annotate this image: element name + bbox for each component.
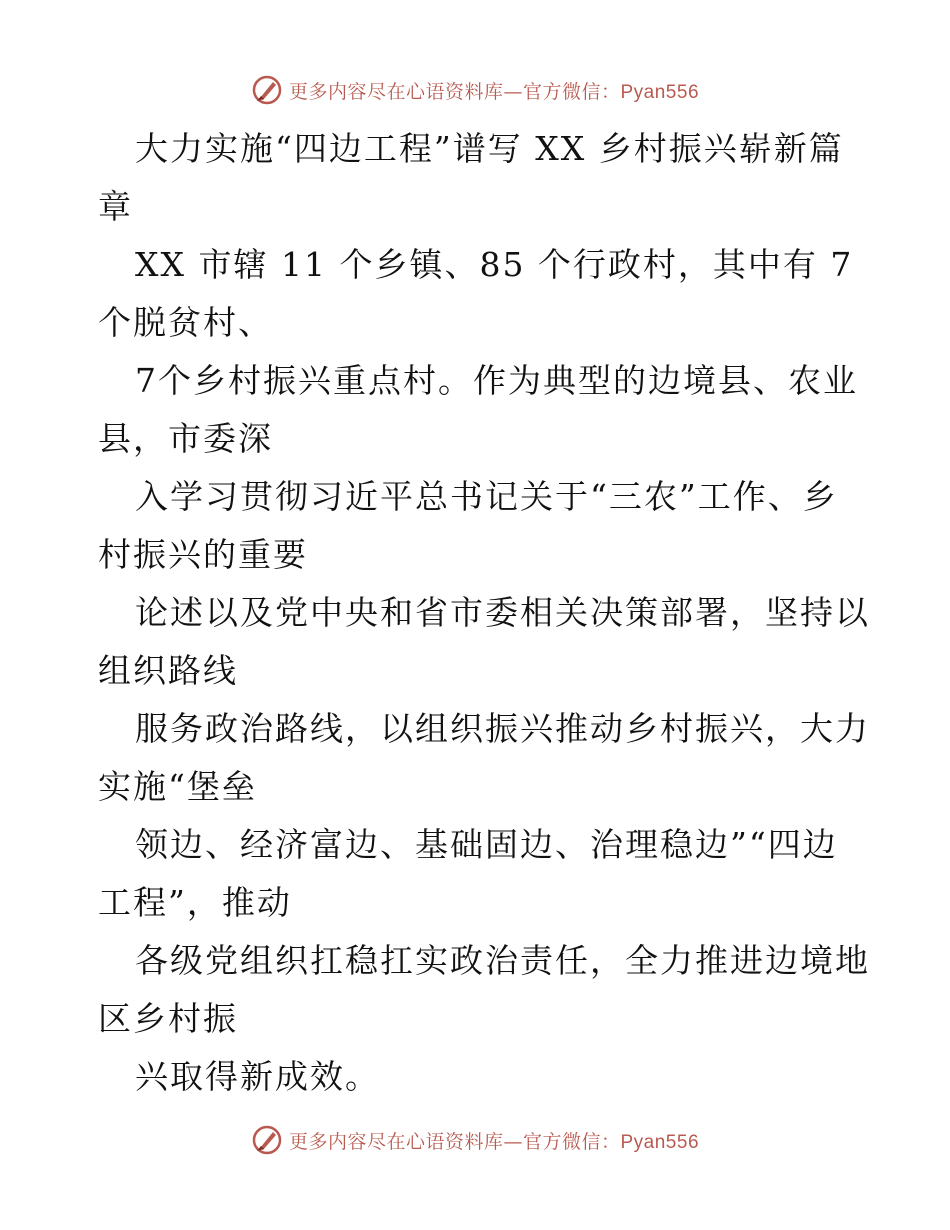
pen-logo-icon bbox=[251, 1124, 283, 1156]
paragraph-line: 服务政治路线，以组织振兴推动乡村振兴，大力 bbox=[135, 709, 870, 748]
title-line: 章 bbox=[98, 187, 133, 226]
watermark-text: 更多内容尽在心语资料库—官方微信：Pyan556 bbox=[288, 1130, 700, 1153]
paragraph-line: 入学习贯彻习近平总书记关于“三农”工作、乡 bbox=[135, 477, 838, 516]
pen-logo-icon bbox=[251, 74, 283, 106]
paragraph-line: 县，市委深 bbox=[98, 419, 273, 458]
paragraph-line: 7个乡村振兴重点村。作为典型的边境县、农业 bbox=[135, 361, 858, 400]
paragraph-line: XX 市辖 11 个乡镇、85 个行政村，其中有 7 bbox=[135, 245, 854, 284]
document-body bbox=[98, 120, 870, 1106]
paragraph-line: 村振兴的重要 bbox=[98, 535, 308, 574]
footer-watermark-banner bbox=[0, 1120, 950, 1160]
paragraph-line: 个脱贫村、 bbox=[98, 303, 273, 342]
paragraph-line: 实施“堡垒 bbox=[98, 767, 257, 806]
paragraph-line: 区乡村振 bbox=[98, 999, 238, 1038]
title-line: 大力实施“四边工程”谱写 XX 乡村振兴崭新篇 bbox=[135, 129, 844, 168]
paragraph-line: 领边、经济富边、基础固边、治理稳边”“四边 bbox=[135, 825, 838, 864]
paragraph-line: 论述以及党中央和省市委相关决策部署，坚持以 bbox=[135, 593, 870, 632]
paragraph-line: 各级党组织扛稳扛实政治责任，全力推进边境地 bbox=[135, 941, 870, 980]
paragraph-line: 组织路线 bbox=[98, 651, 238, 690]
watermark-text: 更多内容尽在心语资料库—官方微信：Pyan556 bbox=[288, 80, 700, 103]
paragraph-line: 兴取得新成效。 bbox=[135, 1057, 380, 1096]
header-watermark-banner bbox=[0, 70, 950, 110]
paragraph-line: 工程”，推动 bbox=[98, 883, 292, 922]
